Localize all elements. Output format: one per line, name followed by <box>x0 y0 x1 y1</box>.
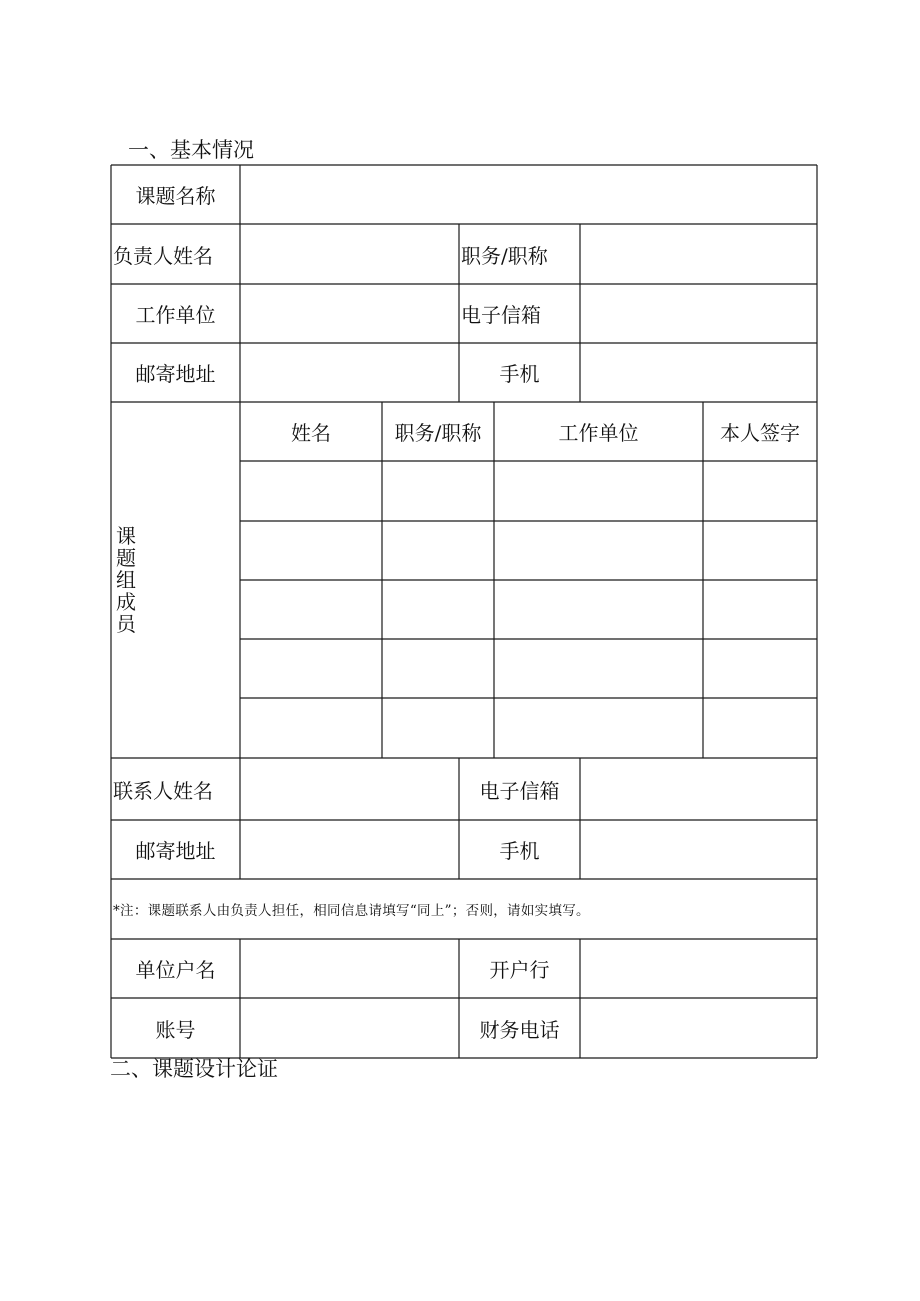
contact-phone-field[interactable] <box>581 821 816 878</box>
members-label-char: 组 <box>116 568 136 592</box>
account-name-label: 单位户名 <box>135 958 216 982</box>
member-unit-field[interactable] <box>495 699 702 757</box>
contact-note: *注：课题联系人由负责人担任，相同信息请填写“同上”；否则，请如实填写。 <box>113 903 590 919</box>
member-name-field[interactable] <box>241 581 381 638</box>
members-header-name: 姓名 <box>291 421 331 445</box>
contact-address-field[interactable] <box>241 821 458 878</box>
leader-phone-label: 手机 <box>499 362 540 386</box>
bank-label: 开户行 <box>489 958 550 982</box>
member-unit-field[interactable] <box>495 581 702 638</box>
member-signature-field[interactable] <box>704 462 816 520</box>
members-section-label <box>111 402 240 758</box>
contact-name-field[interactable] <box>241 759 458 819</box>
member-title-field[interactable] <box>383 581 493 638</box>
member-unit-field[interactable] <box>495 640 702 697</box>
member-name-field[interactable] <box>241 640 381 697</box>
contact-name-label: 联系人姓名 <box>113 778 213 803</box>
topic-name-field[interactable] <box>241 166 816 223</box>
member-signature-field[interactable] <box>704 581 816 638</box>
members-header-title: 职务/职称 <box>394 421 482 445</box>
bank-field[interactable] <box>581 940 816 997</box>
members-label-char: 员 <box>116 612 136 636</box>
member-signature-field[interactable] <box>704 522 816 579</box>
account-name-field[interactable] <box>241 940 458 997</box>
member-name-field[interactable] <box>241 522 381 579</box>
section2-title: 二、课题设计论证 <box>110 1057 278 1081</box>
mail-address-field[interactable] <box>241 344 458 401</box>
leader-title-label: 职务/职称 <box>461 243 548 268</box>
member-unit-field[interactable] <box>495 522 702 579</box>
leader-email-field[interactable] <box>581 285 816 342</box>
members-header-unit: 工作单位 <box>558 421 639 445</box>
leader-name-label: 负责人姓名 <box>113 243 213 268</box>
work-unit-label: 工作单位 <box>135 303 216 327</box>
work-unit-field[interactable] <box>241 285 458 342</box>
leader-phone-field[interactable] <box>581 344 816 401</box>
member-title-field[interactable] <box>383 699 493 757</box>
member-title-field[interactable] <box>383 522 493 579</box>
members-label-char: 成 <box>116 590 136 614</box>
account-number-field[interactable] <box>241 999 458 1057</box>
member-title-field[interactable] <box>383 462 493 520</box>
mail-address-label: 邮寄地址 <box>135 362 216 386</box>
leader-email-label: 电子信箱 <box>461 303 541 327</box>
contact-email-field[interactable] <box>581 759 816 819</box>
members-label-char: 课 <box>116 524 136 548</box>
contact-email-label: 电子信箱 <box>479 778 560 803</box>
member-signature-field[interactable] <box>704 640 816 697</box>
members-label-char: 题 <box>116 546 136 570</box>
finance-phone-label: 财务电话 <box>479 1017 560 1042</box>
contact-phone-label: 手机 <box>499 839 540 863</box>
member-signature-field[interactable] <box>704 699 816 757</box>
section1-title: 一、基本情况 <box>128 138 254 162</box>
finance-phone-field[interactable] <box>581 999 816 1057</box>
topic-name-label: 课题名称 <box>135 184 216 208</box>
member-name-field[interactable] <box>241 699 381 757</box>
member-name-field[interactable] <box>241 462 381 520</box>
contact-address-label: 邮寄地址 <box>135 839 216 863</box>
member-unit-field[interactable] <box>495 462 702 520</box>
members-header-signature: 本人签字 <box>720 421 800 445</box>
leader-name-field[interactable] <box>241 225 458 283</box>
leader-title-field[interactable] <box>581 225 816 283</box>
member-title-field[interactable] <box>383 640 493 697</box>
account-number-label: 账号 <box>155 1017 196 1042</box>
